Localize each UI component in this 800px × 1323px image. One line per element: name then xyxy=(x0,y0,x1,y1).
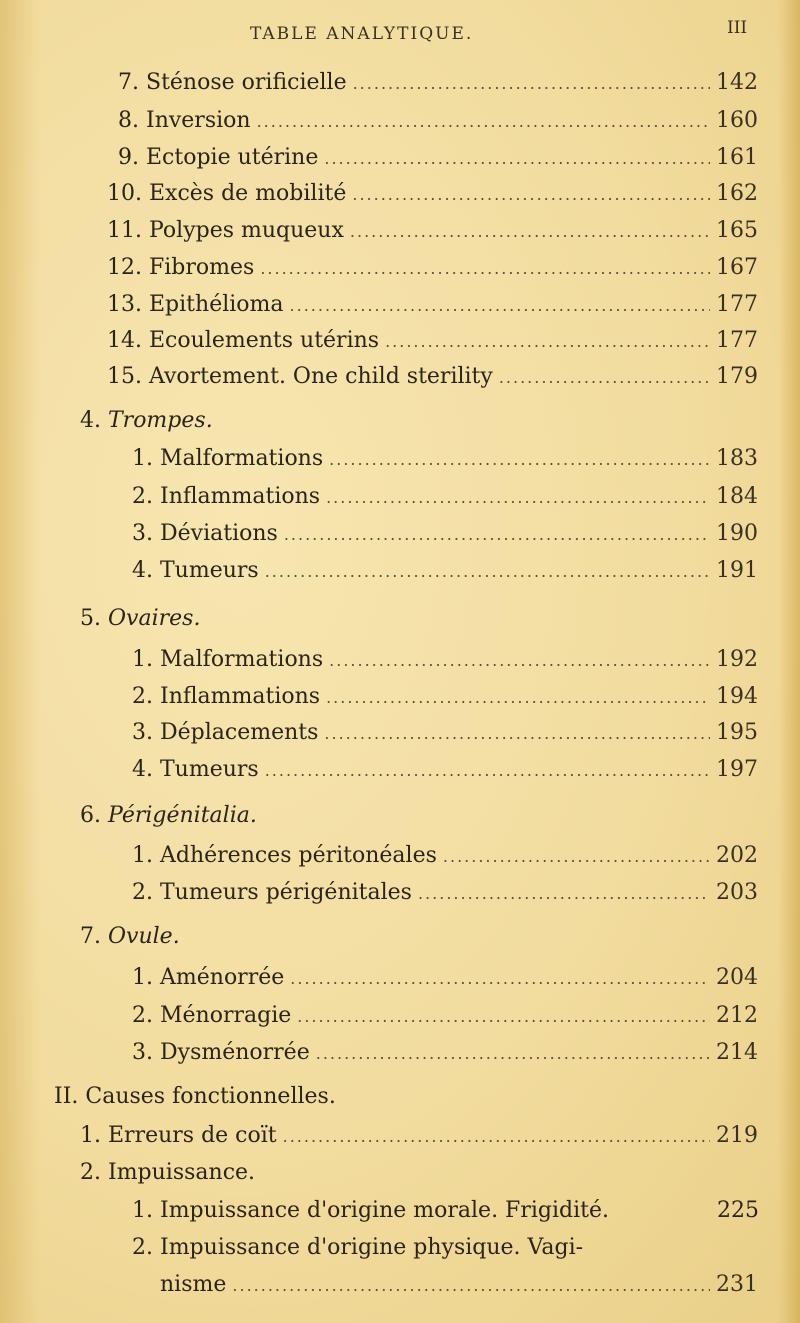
leader-dots xyxy=(297,1007,710,1026)
entry-page: 192 xyxy=(716,647,758,672)
entry-page: 203 xyxy=(716,880,758,905)
entry-num: 2. xyxy=(132,1235,153,1260)
toc-entry xyxy=(132,843,760,873)
section-title: Périgénitalia. xyxy=(108,803,257,828)
entry-num: 2. xyxy=(80,1160,101,1185)
entry-text: Tumeurs xyxy=(160,558,259,583)
section-heading xyxy=(80,924,180,949)
entry-text: Inversion xyxy=(146,108,251,133)
entry-text: Malformations xyxy=(160,647,324,672)
entry-page: 160 xyxy=(716,108,758,133)
entry-text: nisme xyxy=(160,1272,227,1297)
entry-num: 2. xyxy=(132,684,153,709)
entry-page: 183 xyxy=(716,446,758,471)
entry-text: Aménorrée xyxy=(160,965,285,990)
entry-num: 4. xyxy=(132,558,153,583)
entry-page: 225 xyxy=(717,1198,759,1223)
entry-text: Tumeurs périgénitales xyxy=(160,880,412,905)
leader-dots xyxy=(443,847,710,866)
entry-num: 9. xyxy=(118,145,139,170)
entry-text: Fibromes xyxy=(149,255,255,280)
entry-num: 10. xyxy=(107,181,142,206)
entry-num: 12. xyxy=(107,255,142,280)
entry-text: Avortement. One child sterility xyxy=(149,364,493,389)
entry-text: Ecoulements utérins xyxy=(149,328,380,353)
toc-entry-continuation xyxy=(160,1272,760,1302)
toc-entry xyxy=(107,364,760,394)
entry-page: 142 xyxy=(716,70,758,95)
toc-entry xyxy=(132,880,760,910)
toc-entry xyxy=(132,757,760,787)
entry-page: 177 xyxy=(716,292,758,317)
entry-num: 1. xyxy=(132,965,153,990)
leader-dots xyxy=(232,1276,710,1295)
section-num: 5. xyxy=(80,606,101,631)
entry-text: Déplacements xyxy=(160,720,319,745)
section-num: 7. xyxy=(80,924,101,949)
entry-page: 162 xyxy=(716,181,758,206)
leader-dots xyxy=(284,525,710,544)
section-num: 4. xyxy=(80,408,101,433)
toc-entry xyxy=(132,965,760,995)
entry-num: 3. xyxy=(132,521,153,546)
section-heading xyxy=(80,803,257,828)
leader-dots xyxy=(290,296,710,315)
toc-entry xyxy=(107,292,760,322)
section-heading xyxy=(80,408,213,433)
leader-dots xyxy=(324,149,710,168)
toc-entry xyxy=(107,218,760,248)
leader-dots xyxy=(283,1127,710,1146)
entry-page: 197 xyxy=(716,757,758,782)
entry-text: Ectopie utérine xyxy=(146,145,319,170)
leader-dots xyxy=(418,884,710,903)
entry-num: 3. xyxy=(132,720,153,745)
entry-page: 212 xyxy=(716,1003,758,1028)
entry-page: 214 xyxy=(716,1040,758,1065)
toc-entry xyxy=(132,1198,760,1223)
entry-num: 2. xyxy=(132,880,153,905)
entry-num: 11. xyxy=(107,218,142,243)
entry-text: Déviations xyxy=(160,521,278,546)
leader-dots xyxy=(265,761,710,780)
entry-page: 191 xyxy=(716,558,758,583)
entry-num: 1. xyxy=(132,843,153,868)
entry-page: 202 xyxy=(716,843,758,868)
leader-dots xyxy=(350,222,710,241)
entry-page: 161 xyxy=(716,145,758,170)
toc-entry xyxy=(118,70,760,100)
entry-text: Inflammations xyxy=(160,684,321,709)
toc-entry xyxy=(107,181,760,211)
entry-text: Tumeurs xyxy=(160,757,259,782)
entry-num: 1. xyxy=(132,446,153,471)
entry-num: 14. xyxy=(107,328,142,353)
entry-page: 165 xyxy=(716,218,758,243)
leader-dots xyxy=(324,724,710,743)
leader-dots xyxy=(265,562,710,581)
leader-dots xyxy=(326,688,710,707)
entry-page: 219 xyxy=(716,1123,758,1148)
running-title: TABLE ANALYTIQUE. xyxy=(250,24,474,44)
section-heading xyxy=(80,606,200,631)
toc-entry xyxy=(107,328,760,358)
leader-dots xyxy=(316,1044,710,1063)
entry-text: Erreurs de coït xyxy=(108,1123,277,1148)
leader-dots xyxy=(385,332,710,351)
leader-dots xyxy=(260,259,710,278)
entry-text: Dysménorrée xyxy=(160,1040,310,1065)
entry-num: 15. xyxy=(107,364,142,389)
entry-num: 7. xyxy=(118,70,139,95)
toc-entry xyxy=(132,1235,583,1260)
toc-entry xyxy=(132,1003,760,1033)
entry-text: Inflammations xyxy=(160,484,321,509)
entry-page: 204 xyxy=(716,965,758,990)
toc-entry xyxy=(132,484,760,514)
leader-dots xyxy=(290,969,710,988)
section-title: Ovaires. xyxy=(108,606,201,631)
entry-text: Adhérences péritonéales xyxy=(160,843,437,868)
entry-num: 13. xyxy=(107,292,142,317)
running-header xyxy=(0,18,800,48)
toc-entry xyxy=(118,108,760,138)
leader-dots xyxy=(257,112,710,131)
part-heading xyxy=(54,1084,336,1109)
section-num: 6. xyxy=(80,803,101,828)
leader-dots xyxy=(326,488,710,507)
toc-subheading xyxy=(80,1160,255,1185)
toc-entry xyxy=(132,1040,760,1070)
entry-num: 1. xyxy=(132,647,153,672)
entry-text: Impuissance d'origine physique. Vagi- xyxy=(160,1235,584,1260)
entry-num: 2. xyxy=(132,1003,153,1028)
entry-page: 194 xyxy=(716,684,758,709)
toc-entry xyxy=(80,1123,760,1153)
page-shadow-left xyxy=(0,0,40,1323)
leader-dots xyxy=(329,651,710,670)
entry-text: Sténose orificielle xyxy=(146,70,347,95)
entry-page: 190 xyxy=(716,521,758,546)
page-number: III xyxy=(727,18,748,38)
toc-entry xyxy=(132,446,760,476)
entry-text: Ménorragie xyxy=(160,1003,292,1028)
entry-page: 195 xyxy=(716,720,758,745)
entry-num: 8. xyxy=(118,108,139,133)
section-title: Trompes. xyxy=(108,408,213,433)
entry-text: Impuissance d'origine morale. Frigidité. xyxy=(160,1198,609,1223)
toc-entry xyxy=(118,145,760,175)
entry-page: 179 xyxy=(716,364,758,389)
entry-num: 4. xyxy=(132,757,153,782)
toc-entry xyxy=(132,647,760,677)
toc-entry xyxy=(132,684,760,714)
entry-text: Epithélioma xyxy=(149,292,284,317)
leader-dots xyxy=(352,185,710,204)
leader-dots xyxy=(499,368,710,387)
entry-text: Excès de mobilité xyxy=(149,181,347,206)
toc-entry xyxy=(107,255,760,285)
entry-text: Polypes muqueux xyxy=(149,218,344,243)
section-title: Ovule. xyxy=(108,924,180,949)
page-shadow-right xyxy=(778,0,800,1323)
part-num: II. xyxy=(54,1084,79,1109)
entry-num: 1. xyxy=(132,1198,153,1223)
leader-dots xyxy=(353,74,710,93)
toc-entry xyxy=(132,720,760,750)
entry-page: 184 xyxy=(716,484,758,509)
part-title: Causes fonctionnelles. xyxy=(85,1084,336,1109)
entry-num: 1. xyxy=(80,1123,101,1148)
entry-num: 2. xyxy=(132,484,153,509)
leader-dots xyxy=(329,450,710,469)
toc-entry xyxy=(132,558,760,588)
entry-page: 231 xyxy=(716,1272,758,1297)
entry-page: 167 xyxy=(716,255,758,280)
entry-page: 177 xyxy=(716,328,758,353)
toc-entry xyxy=(132,521,760,551)
entry-text: Malformations xyxy=(160,446,324,471)
entry-text: Impuissance. xyxy=(108,1160,256,1185)
entry-num: 3. xyxy=(132,1040,153,1065)
